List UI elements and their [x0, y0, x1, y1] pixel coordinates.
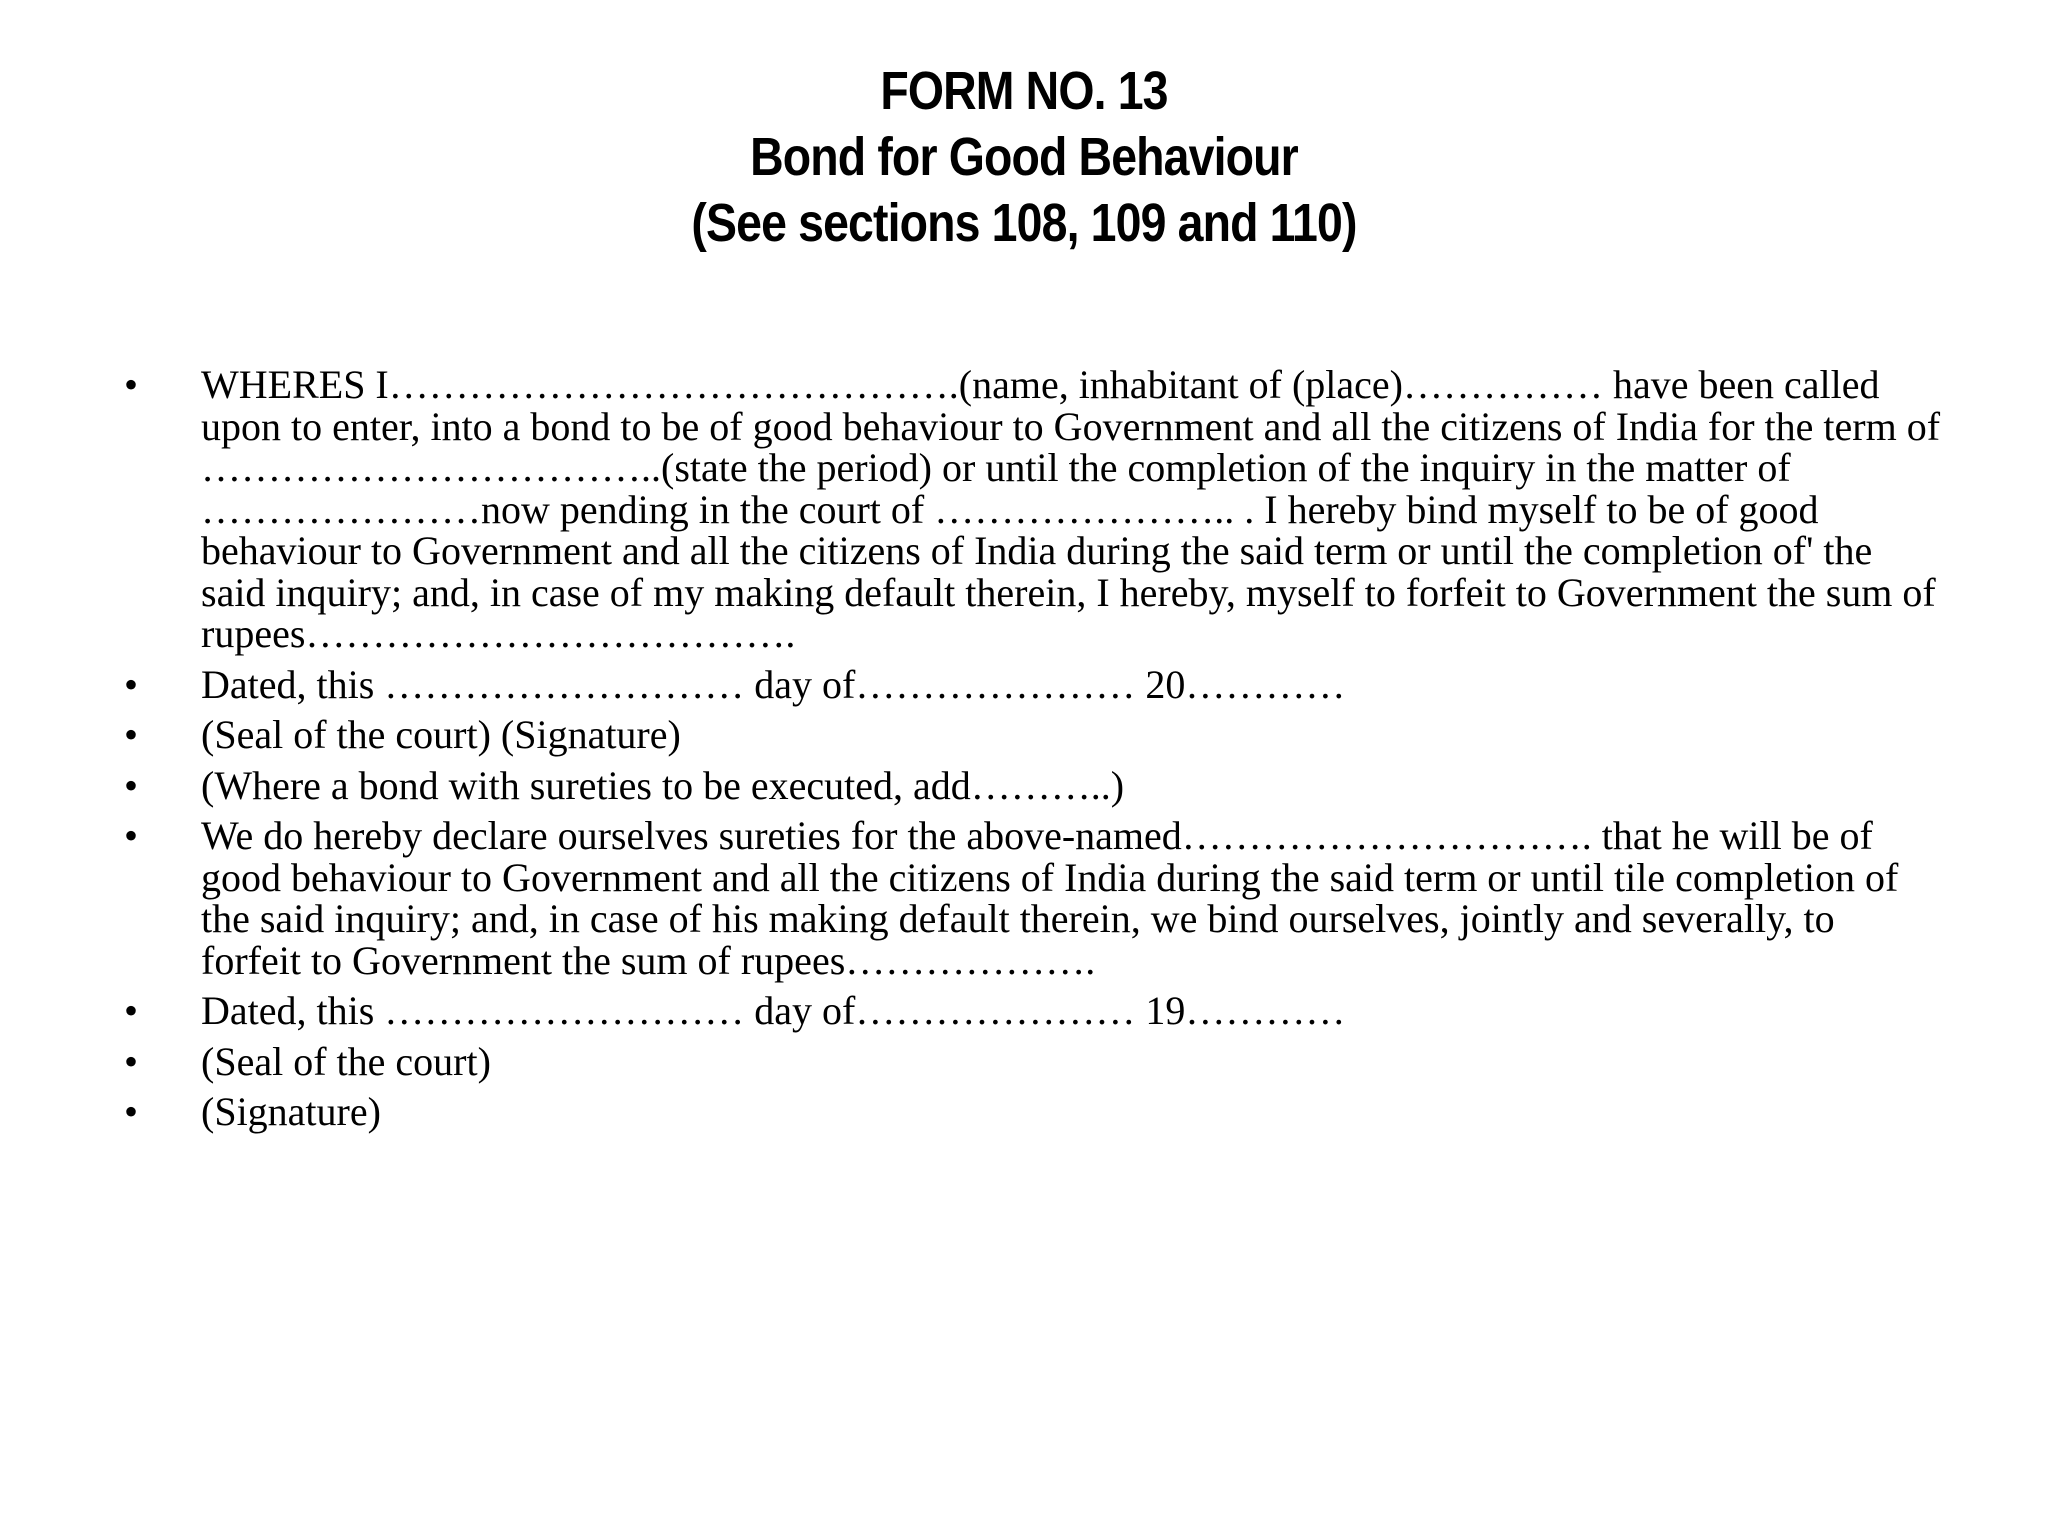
list-item-dated-first	[0, 661, 1941, 707]
item-text: Dated, this ……………………… day of………………… 19…………	[201, 988, 1346, 1033]
list-item-signature	[0, 1091, 1941, 1133]
list-item-seal-signature	[0, 714, 1941, 756]
bond-text-list	[0, 364, 2048, 1142]
list-item-bond-declaration	[0, 364, 1941, 655]
bullet: •	[124, 813, 139, 858]
section-reference: (See sections 108, 109 and 110)	[691, 193, 1357, 253]
item-text: WHERES I…………………………………….(name, inhabitant of (place)…………… have been called upon to enter, into a bond to be of good behaviour to Government and all the citizens of India for the term of ……………………………..(state the period) or until the completion of the inquiry in the matter of …………………now pending in the court of ………………….. . I hereby bind myself to be of good behaviour to Government and all the citizens of India during the said term or until the completion of' the said inquiry; and, in case of my making default therein, I hereby, myself to forfeit to Government the sum of rupees……………………………….	[201, 362, 1941, 656]
item-text: (Signature)	[201, 1089, 381, 1134]
bullet: •	[124, 1089, 139, 1134]
form-title: Bond for Good Behaviour	[750, 127, 1298, 187]
item-text: We do hereby declare ourselves sureties for the above-named…………………………. that he will be of good behaviour to Government and all the citizens of India during the said term or until tile completion of the said inquiry; and, in case of his making default therein, we bind ourselves, jointly and severally, to forfeit to Government the sum of rupees……………….	[201, 813, 1899, 983]
bullet: •	[124, 988, 139, 1033]
bullet: •	[124, 362, 139, 407]
list-item-sureties-declaration	[0, 815, 1941, 981]
bullet: •	[124, 1038, 139, 1084]
item-text: (Where a bond with sureties to be executed, add………..)	[201, 762, 1125, 808]
list-item-sureties-note	[0, 762, 1941, 808]
form-number: FORM NO. 13	[880, 61, 1168, 121]
item-text: (Seal of the court)	[201, 1038, 491, 1084]
item-text: Dated, this ……………………… day of………………… 20…………	[201, 661, 1346, 707]
item-text: (Seal of the court) (Signature)	[201, 712, 681, 757]
list-item-dated-second	[0, 990, 1941, 1032]
bullet: •	[124, 661, 139, 707]
bullet: •	[124, 712, 139, 757]
title-block	[143, 58, 1904, 256]
bullet: •	[124, 762, 139, 808]
list-item-seal	[0, 1038, 1941, 1084]
